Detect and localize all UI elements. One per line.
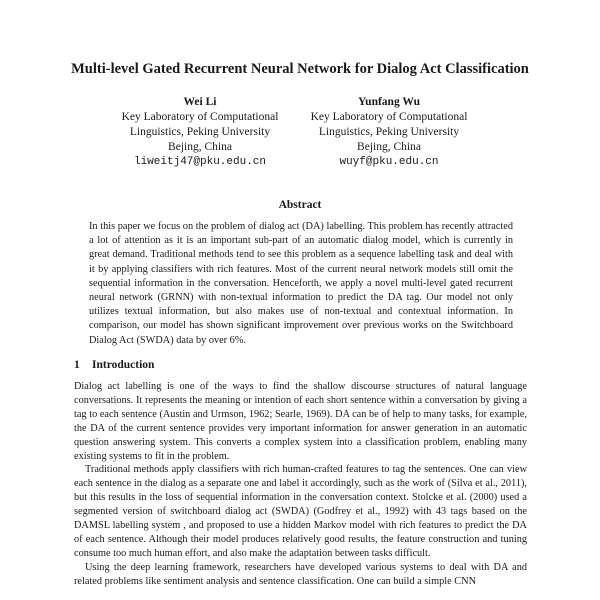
author-affiliation-line2: Linguistics, Peking University — [129, 126, 271, 138]
author-email: wuyf@pku.edu.cn — [339, 156, 439, 168]
body-paragraph: Traditional methods apply classifiers with rich human-crafted features to tag the sentences. One can view each sentence in the dialog as a separate one and label it accordingly, such as the work of (Silva et al., 2011), but this results in the loss of sequential information in the conversation context. Stolcke et al. (2000) used a segmented version of switchboard dialog act (SWDA) (Godfrey et al., 1992) with 43 tags based on the DAMSL labelling system , and proposed to use a hidden Markov model with rich features to predict the DA of each sentence. Although their model produces relatively good results, the feature construction and tuning consume too much human effort, and also make the adaptation between tasks difficult. — [74, 464, 527, 559]
paper-title: Multi-level Gated Recurrent Neural Network for Dialog Act Classification — [71, 61, 529, 77]
author-name: Yunfang Wu — [357, 96, 421, 108]
section-number: 1 — [74, 359, 80, 371]
author-affiliation-line1: Key Laboratory of Computational — [121, 111, 279, 123]
author-location: Bejing, China — [357, 141, 421, 153]
section-title: Introduction — [92, 359, 155, 371]
introduction-body — [74, 380, 527, 589]
abstract-heading: Abstract — [278, 199, 322, 211]
section-heading — [74, 359, 154, 371]
body-paragraph: Dialog act labelling is one of the ways to find the shallow discourse structures of natural language conversations. It represents the meaning or intention of each short sentence within a conversation by giving a tag to each sentence (Austin and Urmson, 1962; Searle, 1969). DA can be of help to many tasks, for example, the DA of the current sentence provides very important information for answer generation in an automatic question answering system. This converts a complex system into a classification problem, enabling many existing systems to fit in the problem. — [74, 381, 527, 462]
abstract-body — [89, 220, 513, 348]
author-affiliation-line2: Linguistics, Peking University — [318, 126, 460, 138]
author-location: Bejing, China — [168, 141, 232, 153]
author-block-2 — [289, 95, 489, 170]
author-block-1 — [100, 95, 300, 170]
abstract-paragraph: In this paper we focus on the problem of dialog act (DA) labelling. This problem has recently attracted a lot of attention as it is an important sub-part of an automatic dialog model, which is currently in great demand. Traditional methods tend to see this problem as a sequence labelling task and deal with it by applying classifiers with rich features. Most of the current neural network models still omit the sequential information in the conversation. Henceforth, we apply a novel multi-level gated recurrent neural network (GRNN) with non-textual information to predict the DA tag. Our model not only utilizes textual information, but also makes use of non-textual and contextual information. In comparison, our model has shown significant improvement over previous works on the Switchboard Dialog Act (SWDA) data by over 6%. — [89, 221, 513, 346]
author-affiliation-line1: Key Laboratory of Computational — [310, 111, 468, 123]
body-paragraph: Using the deep learning framework, researchers have developed various systems to deal with DA and related problems like sentiment analysis and sentence classification. One can build a simple CNN — [74, 561, 527, 587]
author-name: Wei Li — [183, 96, 217, 108]
author-email: liweitj47@pku.edu.cn — [133, 156, 267, 168]
